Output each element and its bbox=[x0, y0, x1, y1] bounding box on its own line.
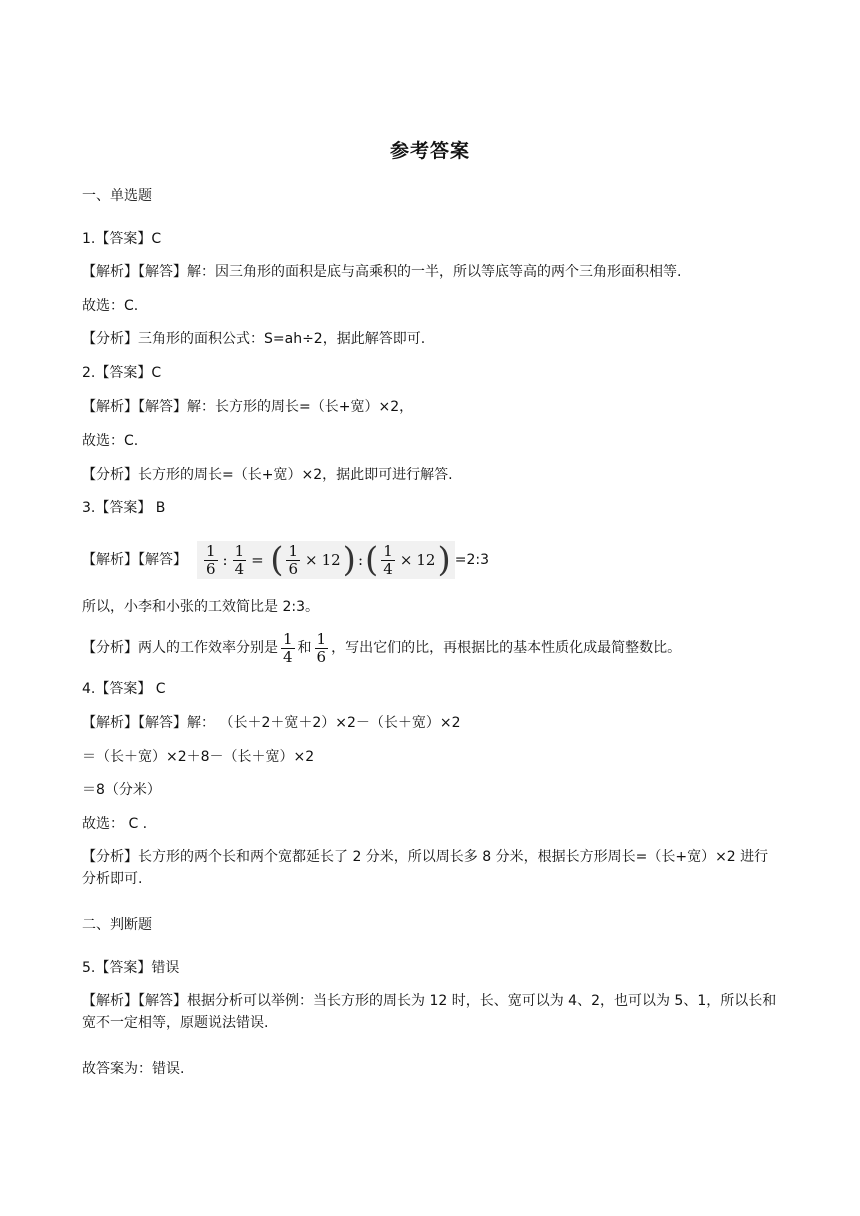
q4-step-2: ＝8（分米） bbox=[82, 782, 161, 798]
fraction: $\frac{1}{6}$ bbox=[288, 541, 298, 578]
q1-answer: 1.【答案】C bbox=[82, 231, 162, 247]
q5-final-answer: 故答案为：错误. bbox=[82, 1061, 185, 1077]
q4-explanation: 【解析】【解答】解： （长＋2＋宽＋2）×2－（长＋宽）×2 bbox=[82, 715, 461, 731]
q4-step-1: ＝（长＋宽）×2＋8－（长＋宽）×2 bbox=[82, 749, 315, 765]
q4-choice: 故选： C . bbox=[82, 816, 148, 832]
fraction: $\frac{1}{4}$ bbox=[234, 541, 245, 578]
q3-conclusion: 所以，小李和小张的工效简比是 2:3。 bbox=[82, 599, 319, 615]
page-title: 参考答案 bbox=[389, 140, 470, 162]
q4-analysis: 【分析】长方形的两个长和两个宽都延长了 2 分米，所以周长多 8 分米，根据长方形周长=（长+宽）×2 进行分析即可. bbox=[82, 849, 769, 887]
q2-analysis: 【分析】长方形的周长=（长+宽）×2，据此即可进行解答. bbox=[82, 467, 453, 483]
q3-answer: 3.【答案】 B bbox=[82, 500, 166, 516]
fraction: $\frac{1}{4}$ bbox=[383, 541, 393, 578]
section-heading-single-choice: 一、单选题 bbox=[82, 188, 152, 204]
q1-analysis: 【分析】三角形的面积公式：S=ah÷2，据此解答即可. bbox=[82, 331, 426, 347]
section-heading-true-false: 二、判断题 bbox=[82, 917, 152, 933]
q3-analysis: 【分析】两人的工作效率分别是 $\frac{1}{4}$ 和 $\frac{1}{6}$ ，写出它们的比，再根据比的基本性质化成最简整数比。 bbox=[82, 629, 682, 666]
q5-explanation: 【解析】【解答】根据分析可以举例：当长方形的周长为 12 时，长、宽可以为 4、2，也可以为 5、1，所以长和宽不一定相等，原题说法错误. bbox=[82, 993, 777, 1031]
q2-choice: 故选：C. bbox=[82, 433, 139, 449]
q1-explanation: 【解析】【解答】解：因三角形的面积是底与高乘积的一半，所以等底等高的两个三角形面积相等. bbox=[82, 264, 682, 280]
fraction: $\frac{1}{6}$ bbox=[316, 629, 327, 666]
q3-explanation bbox=[82, 538, 782, 582]
q5-answer: 5.【答案】错误 bbox=[82, 960, 180, 976]
q4-answer: 4.【答案】 C bbox=[82, 681, 166, 697]
q3-ratio-formula: $\frac{1}{6}$ : $\frac{1}{4}$ = ( $\frac{1}{6}$ × 12) :( $\frac{1}{4}$ × 12) bbox=[197, 541, 455, 579]
q3-ratio-result: =2:3 bbox=[454, 552, 490, 568]
q3-explanation-label: 【解析】【解答】 bbox=[82, 552, 187, 568]
q2-answer: 2.【答案】C bbox=[82, 365, 162, 381]
q1-choice: 故选：C. bbox=[82, 298, 139, 314]
q2-explanation: 【解析】【解答】解：长方形的周长=（长+宽）×2， bbox=[82, 399, 414, 415]
fraction: $\frac{1}{6}$ bbox=[206, 541, 216, 578]
fraction: $\frac{1}{4}$ bbox=[283, 629, 293, 666]
